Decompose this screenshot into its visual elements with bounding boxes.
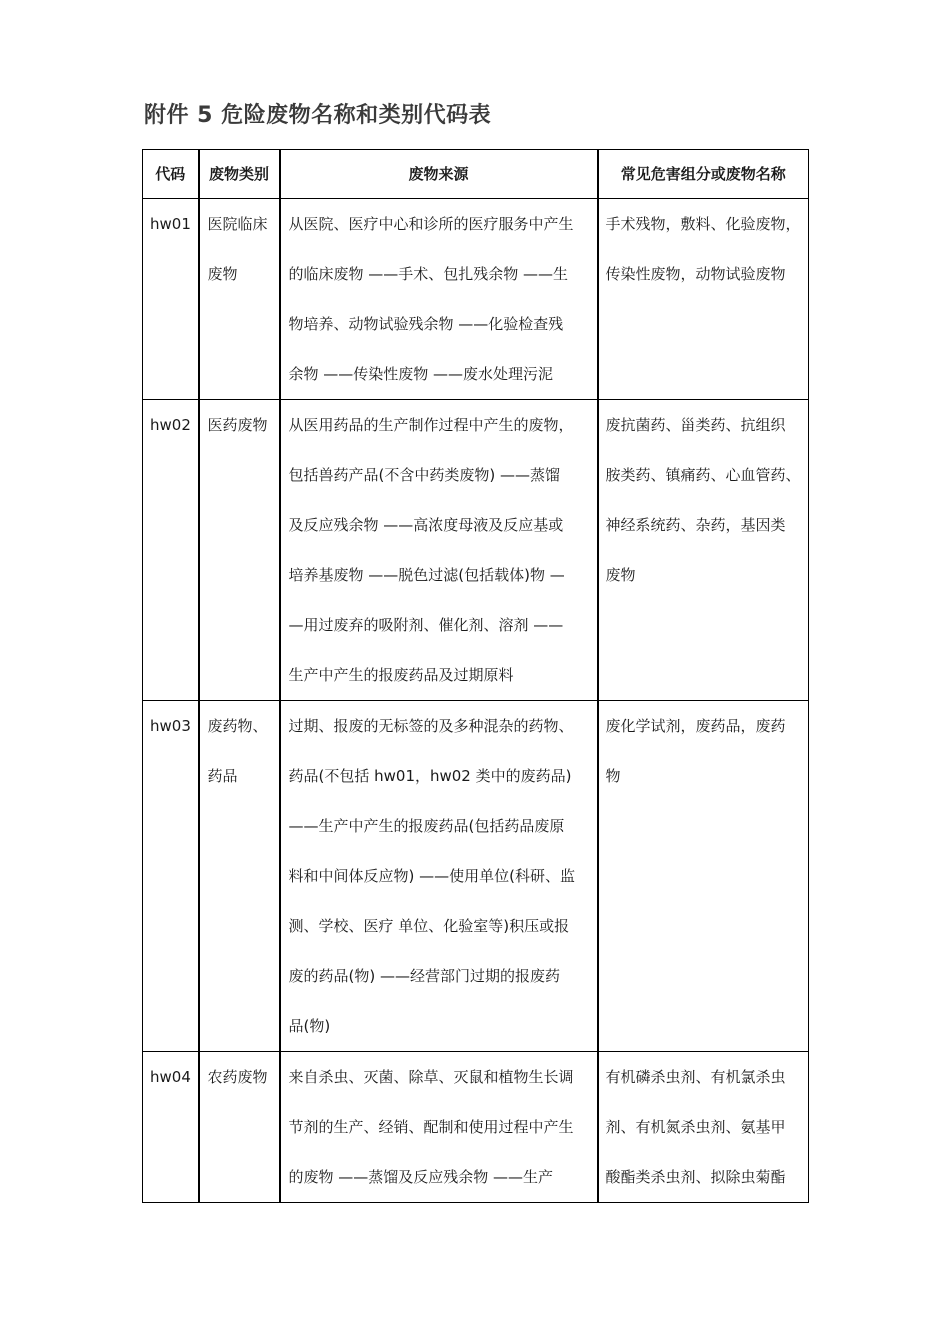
source-line: 的废物 ——蒸馏及反应残余物 ——生产 — [288, 1168, 554, 1186]
code-text: hw03 — [150, 717, 191, 735]
source-line: 来自杀虫、灭菌、除草、灭鼠和植物生长调 — [288, 1068, 574, 1086]
cell-category — [199, 199, 280, 400]
cell-code — [143, 1052, 199, 1203]
hazard-line: 废物 — [605, 566, 636, 584]
category-line: 废药物、 — [207, 717, 268, 735]
cell-source — [280, 199, 598, 400]
source-line: 料和中间体反应物) ——使用单位(科研、监 — [288, 867, 575, 885]
code-text: hw01 — [150, 215, 191, 233]
source-line: 生产中产生的报废药品及过期原料 — [288, 666, 514, 684]
source-line: 包括兽药产品(不含中药类废物) ——蒸馏 — [288, 466, 560, 484]
page-title: 附件 5 危险废物名称和类别代码表 — [144, 103, 492, 128]
table-row — [143, 199, 809, 400]
category-line: 医院临床 — [207, 215, 268, 233]
cell-hazard — [598, 199, 809, 400]
category-line: 废物 — [207, 265, 238, 283]
column-header-code: 代码 — [143, 150, 199, 199]
source-line: —用过废弃的吸附剂、催化剂、溶剂 —— — [288, 616, 564, 634]
cell-category — [199, 701, 280, 1052]
source-line: 节剂的生产、经销、配制和使用过程中产生 — [288, 1118, 574, 1136]
table-row — [143, 1052, 809, 1203]
cell-category — [199, 1052, 280, 1203]
cell-hazard — [598, 701, 809, 1052]
waste-code-table — [142, 149, 809, 1203]
source-line: 品(物) — [288, 1017, 331, 1035]
cell-category — [199, 400, 280, 701]
table-row — [143, 701, 809, 1052]
hazard-line: 物 — [605, 767, 621, 785]
column-header-category: 废物类别 — [199, 150, 280, 199]
source-line: 从医用药品的生产制作过程中产生的废物， — [288, 416, 574, 434]
source-line: 药品(不包括 hw01，hw02 类中的废药品) — [288, 767, 572, 785]
cell-code — [143, 400, 199, 701]
code-text: hw02 — [150, 416, 191, 434]
hazard-line: 胺类药、镇痛药、心血管药、 — [605, 466, 801, 484]
cell-hazard — [598, 1052, 809, 1203]
table-header-row — [143, 150, 809, 199]
category-line: 药品 — [207, 767, 238, 785]
column-header-hazard: 常见危害组分或废物名称 — [598, 150, 809, 199]
cell-code — [143, 701, 199, 1052]
hazard-line: 有机磷杀虫剂、有机氯杀虫 — [605, 1068, 786, 1086]
source-line: ——生产中产生的报废药品(包括药品废原 — [288, 817, 565, 835]
category-line: 农药废物 — [207, 1068, 268, 1086]
source-line: 从医院、医疗中心和诊所的医疗服务中产生 — [288, 215, 574, 233]
hazard-line: 神经系统药、杂药，基因类 — [605, 516, 786, 534]
source-line: 余物 ——传染性废物 ——废水处理污泥 — [288, 365, 554, 383]
code-text: hw04 — [150, 1068, 191, 1086]
cell-source — [280, 1052, 598, 1203]
cell-source — [280, 400, 598, 701]
source-line: 测、学校、医疗 单位、化验室等)积压或报 — [288, 917, 570, 935]
source-line: 的临床废物 ——手术、包扎残余物 ——生 — [288, 265, 569, 283]
cell-hazard — [598, 400, 809, 701]
column-header-source: 废物来源 — [280, 150, 598, 199]
source-line: 过期、报废的无标签的及多种混杂的药物、 — [288, 717, 574, 735]
source-line: 及反应残余物 ——高浓度母液及反应基或 — [288, 516, 564, 534]
hazard-line: 传染性废物，动物试验废物 — [605, 265, 786, 283]
hazard-line: 剂、有机氮杀虫剂、氨基甲 — [605, 1118, 786, 1136]
source-line: 物培养、动物试验残余物 ——化验检查残 — [288, 315, 564, 333]
hazard-line: 废化学试剂，废药品，废药 — [605, 717, 786, 735]
cell-source — [280, 701, 598, 1052]
category-line: 医药废物 — [207, 416, 268, 434]
cell-code — [143, 199, 199, 400]
hazard-line: 手术残物，敷料、化验废物， — [605, 215, 801, 233]
source-line: 培养基废物 ——脱色过滤(包括载体)物 — — [288, 566, 565, 584]
hazard-line: 酸酯类杀虫剂、拟除虫菊酯 — [605, 1168, 786, 1186]
hazard-line: 废抗菌药、甾类药、抗组织 — [605, 416, 786, 434]
source-line: 废的药品(物) ——经营部门过期的报废药 — [288, 967, 560, 985]
table-row — [143, 400, 809, 701]
